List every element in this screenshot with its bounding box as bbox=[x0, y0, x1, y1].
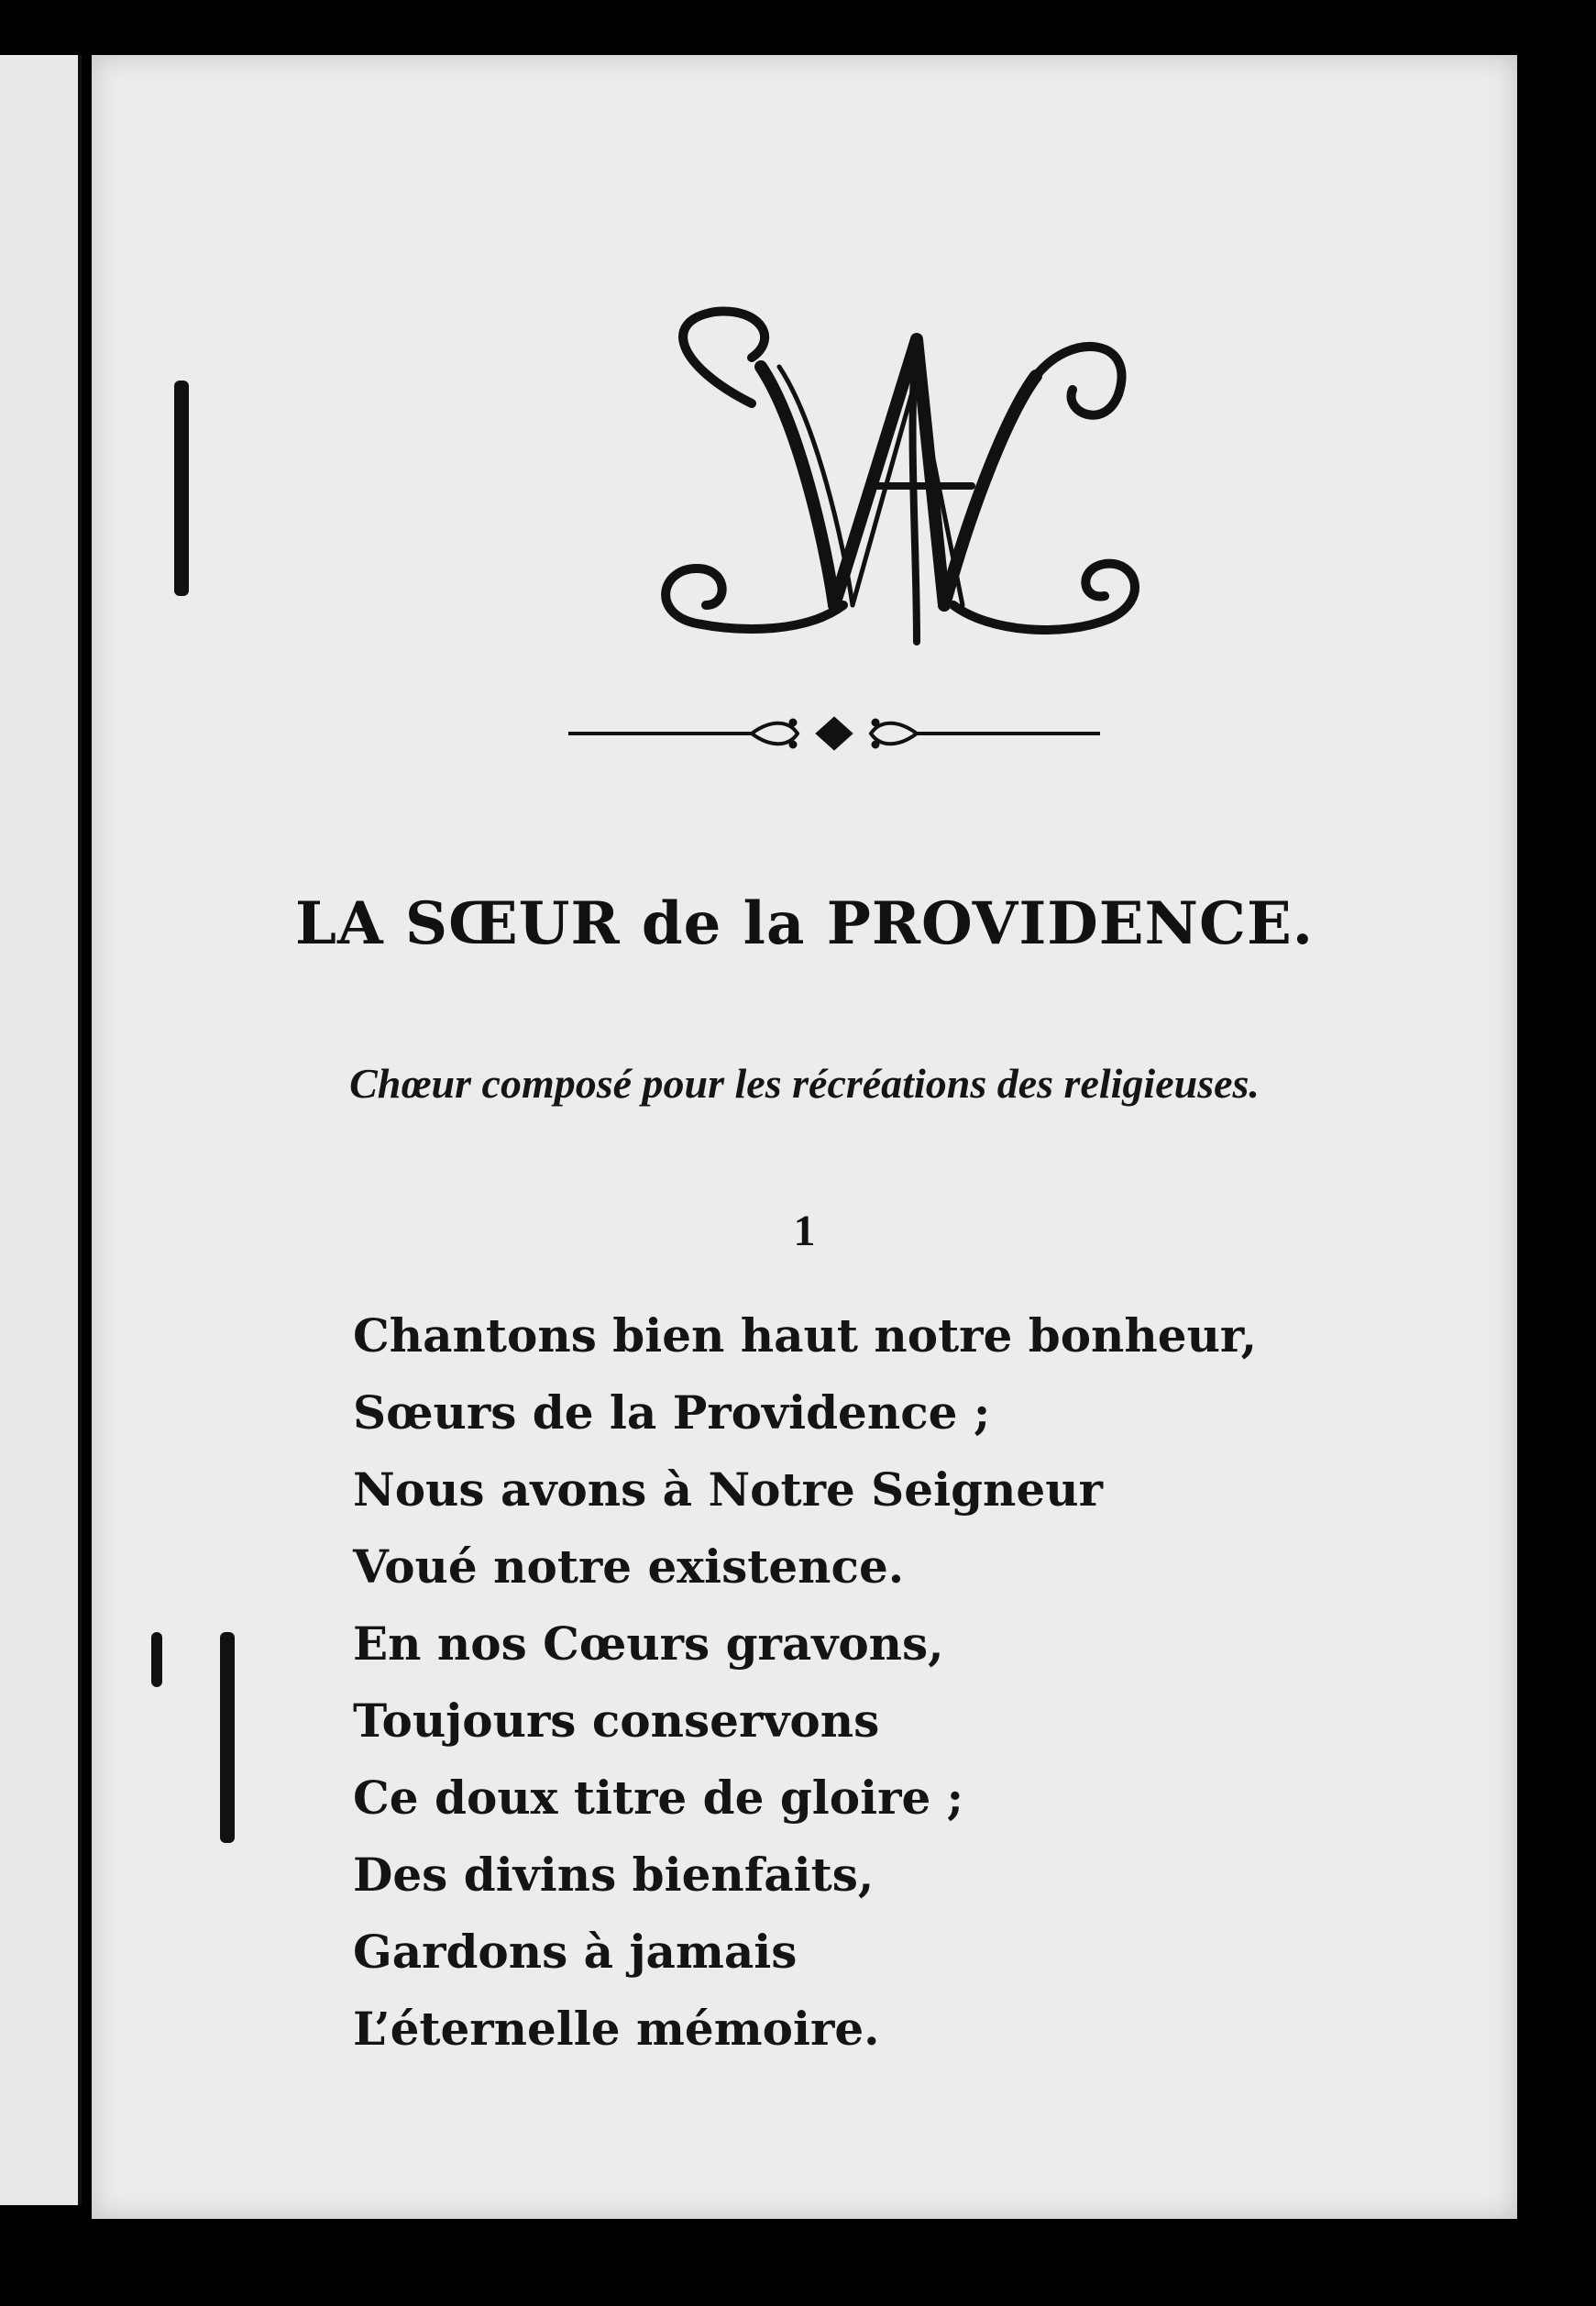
verse-line: En nos Cœurs gravons, bbox=[353, 1616, 944, 1671]
verse-line: Toujours conservons bbox=[353, 1694, 880, 1748]
facing-page-edge bbox=[0, 55, 82, 2205]
verse-stanza bbox=[353, 1297, 1453, 2068]
stanza-number: 1 bbox=[793, 1207, 816, 1255]
book-page bbox=[92, 55, 1517, 2219]
verse-line: Des divins bienfaits, bbox=[353, 1848, 875, 1902]
verse-line: Ce doux titre de gloire ; bbox=[353, 1771, 964, 1825]
verse-line: Nous avons à Notre Seigneur bbox=[353, 1462, 1103, 1517]
verse-line: Gardons à jamais bbox=[353, 1925, 798, 1979]
marian-monogram-icon bbox=[642, 303, 1155, 688]
binding-thread-lower-left bbox=[151, 1632, 162, 1687]
verse-line: L’éternelle mémoire. bbox=[353, 2002, 880, 2056]
ornamental-divider-icon bbox=[568, 706, 1100, 761]
verse-line: Sœurs de la Providence ; bbox=[353, 1385, 991, 1440]
verse-line: Voué notre existence. bbox=[353, 1539, 905, 1594]
song-title: LA SŒUR de la PROVIDENCE. bbox=[294, 889, 1315, 958]
verse-line: Chantons bien haut notre bonheur, bbox=[353, 1308, 1258, 1363]
binding-thread-top bbox=[174, 381, 189, 596]
song-subtitle: Chœur composé pour les récréations des religieuses. bbox=[349, 1060, 1260, 1107]
binding-thread-lower bbox=[220, 1632, 235, 1843]
